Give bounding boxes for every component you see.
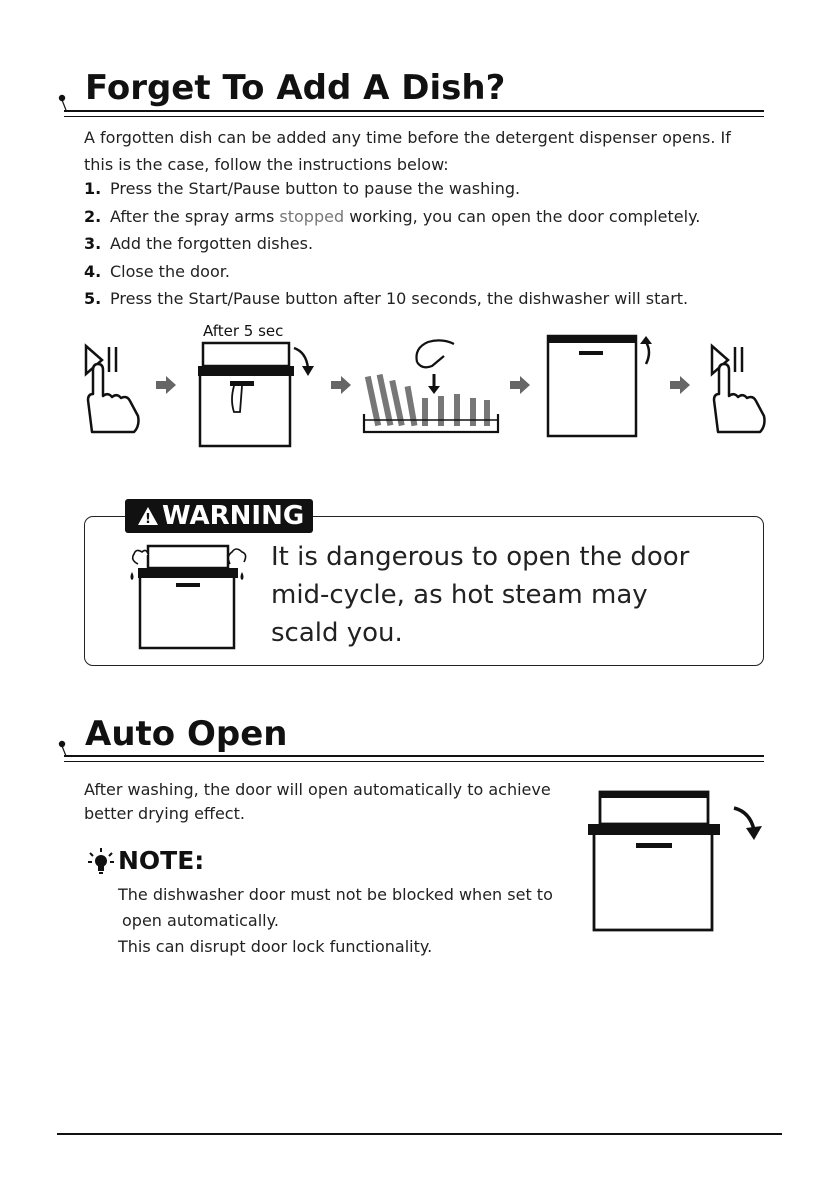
arrow-right-icon — [331, 376, 351, 394]
step-3: 3. Add the forgotten dishes. — [84, 234, 314, 253]
warning-label: ! WARNING — [125, 499, 313, 533]
dishwasher-open-door-icon — [190, 340, 320, 450]
step-4: 4. Close the door. — [84, 262, 230, 281]
warning-text: It is dangerous to open the door mid-cycle, as hot steam may scald you. — [271, 542, 690, 648]
footer-rule — [57, 1133, 782, 1135]
intro-line: this is the case, follow the instructions below: — [84, 155, 449, 174]
note-line: This can disrupt door lock functionality. — [118, 937, 433, 956]
step-2: 2. After the spray arms stopped working, you can open the door completely. — [84, 207, 701, 226]
page-title: Forget To Add A Dish? — [85, 68, 506, 108]
warning-symbol: ! — [145, 512, 151, 527]
auto-open-dishwasher-icon — [586, 788, 776, 938]
section-title: Auto Open — [85, 714, 288, 754]
arrow-right-icon — [156, 376, 176, 394]
step-5: 5. Press the Start/Pause button after 10 seconds, the dishwasher will start. — [84, 289, 689, 308]
after-5-sec-label: After 5 sec — [203, 322, 284, 340]
note-line: open automatically. — [122, 911, 279, 930]
dishwasher-closed-icon — [546, 334, 666, 444]
arrow-right-icon — [670, 376, 690, 394]
step-1: 1. Press the Start/Pause button to pause the washing. — [84, 179, 521, 198]
warning-triangle-icon — [137, 506, 159, 526]
auto-open-intro: better drying effect. — [84, 804, 245, 823]
press-pause-hand-icon — [80, 340, 150, 435]
note-line: The dishwasher door must not be blocked when set to — [118, 885, 553, 904]
add-dishes-rack-icon — [362, 336, 502, 436]
arrow-right-icon — [510, 376, 530, 394]
steaming-dishwasher-icon — [126, 542, 256, 652]
press-start-hand-icon — [706, 340, 776, 435]
note-title: NOTE: — [118, 846, 205, 875]
auto-open-intro: After washing, the door will open automatically to achieve — [84, 780, 551, 799]
intro-line: A forgotten dish can be added any time before the detergent dispenser opens. If — [84, 128, 731, 147]
lightbulb-icon — [88, 848, 114, 876]
